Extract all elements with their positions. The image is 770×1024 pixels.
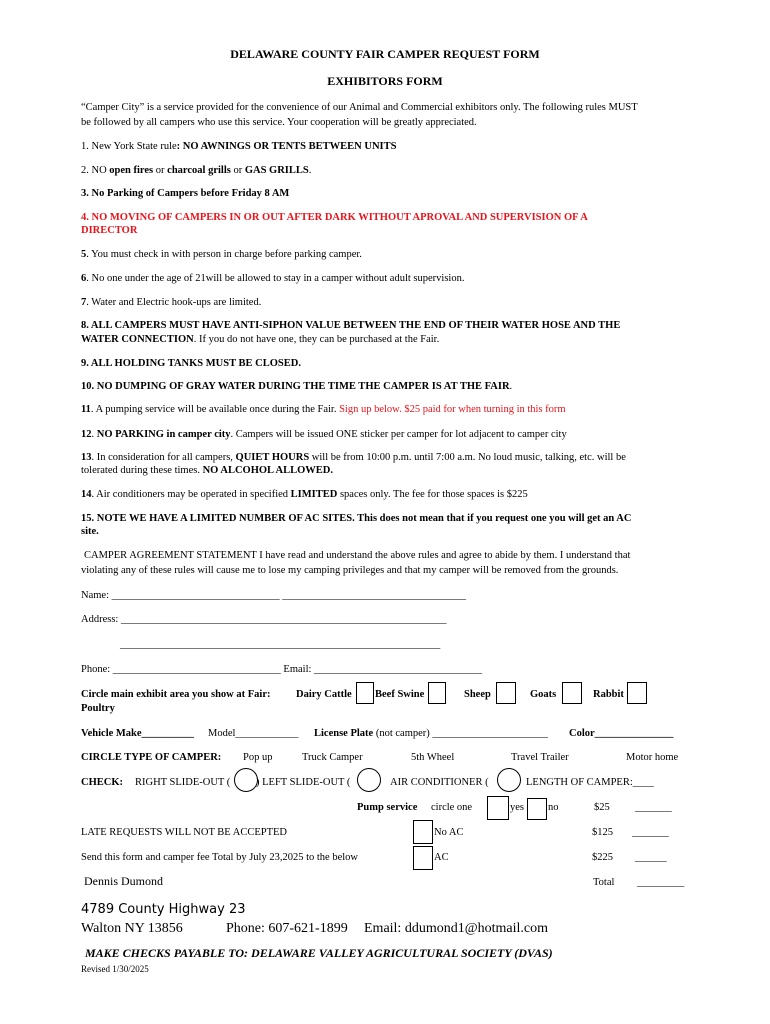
rule-4-line-2: DIRECTOR (81, 225, 138, 236)
address-field[interactable]: Address: ______________________________________________________________ (81, 614, 447, 625)
pump-no-label[interactable]: no (548, 802, 559, 813)
exhibit-checkbox-sheep[interactable] (496, 682, 516, 704)
contact-street: 4789 County Highway 23 (81, 902, 246, 917)
right-slideout-circle[interactable] (234, 768, 258, 792)
circle-one-label: circle one (431, 802, 473, 813)
camper-type-motor-home[interactable]: Motor home (626, 752, 679, 763)
vehicle-make-field[interactable]: Vehicle Make__________ (81, 728, 195, 739)
pump-no-checkbox[interactable] (527, 798, 547, 820)
form-title: DELAWARE COUNTY FAIR CAMPER REQUEST FORM (230, 47, 540, 61)
intro-line-1: “Camper City” is a service provided for the convenience of our Animal and Commercial exhibitors only. The following rules MUST (81, 102, 638, 113)
exhibit-checkbox-rabbit[interactable] (627, 682, 647, 704)
no-ac-label[interactable]: No AC (434, 827, 464, 838)
rule-9: 9. ALL HOLDING TANKS MUST BE CLOSED. (81, 358, 301, 369)
pump-amount: $25 (594, 802, 610, 813)
rule-12: 12. NO PARKING in camper city. Campers will be issued ONE sticker per camper for lot adjacent to camper city (81, 429, 567, 440)
exhibit-goats[interactable]: Goats (530, 689, 557, 700)
ac-label[interactable]: AC (434, 852, 449, 863)
check-label: CHECK: (81, 777, 123, 788)
ac-blank[interactable]: ______ (635, 852, 667, 863)
rule-15-line-1: 15. NOTE WE HAVE A LIMITED NUMBER OF AC SITES. This does not mean that if you request one you will get an AC (81, 513, 632, 524)
camper-type-truck[interactable]: Truck Camper (302, 752, 363, 763)
camper-type-5th-wheel[interactable]: 5th Wheel (411, 752, 455, 763)
license-plate-field[interactable]: License Plate (not camper) ______________________ (314, 728, 548, 739)
address-field-2[interactable]: _____________________________________________________________ (120, 639, 441, 650)
total-blank[interactable]: _________ (637, 877, 685, 888)
no-ac-blank[interactable]: _______ (632, 827, 669, 838)
left-slideout-circle[interactable] (357, 768, 381, 792)
color-field[interactable]: Color_______________ (569, 728, 674, 739)
ac-checkbox[interactable] (413, 846, 433, 870)
rule-4-line-1: 4. NO MOVING OF CAMPERS IN OR OUT AFTER DARK WITHOUT APROVAL AND SUPERVISION OF A (81, 212, 588, 223)
rule-7: 7. Water and Electric hook-ups are limited. (81, 297, 262, 308)
exhibit-checkbox-beef[interactable] (428, 682, 446, 704)
check-air-conditioner: AIR CONDITIONER ( (390, 777, 489, 788)
exhibit-checkbox-goats[interactable] (562, 682, 582, 704)
ac-amount: $225 (592, 852, 613, 863)
form-subtitle: EXHIBITORS FORM (327, 74, 443, 88)
rule-1: 1. New York State rule: NO AWNINGS OR TENTS BETWEEN UNITS (81, 141, 397, 152)
rule-11: 11. A pumping service will be available once during the Fair. Sign up below. $25 paid for when turning in this form (81, 404, 566, 415)
contact-phone: Phone: 607-621-1899 (226, 921, 348, 936)
checks-payable: MAKE CHECKS PAYABLE TO: DELAWARE VALLEY AGRICULTURAL SOCIETY (DVAS) (85, 946, 553, 960)
rule-6: 6. No one under the age of 21will be allowed to stay in a camper without adult supervision. (81, 273, 465, 284)
exhibit-dairy-cattle[interactable]: Dairy Cattle (296, 689, 352, 700)
air-conditioner-circle[interactable] (497, 768, 521, 792)
rule-8-line-2: WATER CONNECTION. If you do not have one, they can be purchased at the Fair. (81, 334, 440, 345)
contact-email[interactable]: Email: ddumond1@hotmail.com (364, 921, 548, 936)
contact-name: Dennis Dumond (84, 874, 163, 888)
exhibit-checkbox-dairy[interactable] (356, 682, 374, 704)
rule-13-line-1: 13. In consideration for all campers, QUIET HOURS will be from 10:00 p.m. until 7:00 a.m. No loud music, talking, etc. will be (81, 452, 626, 463)
rule-2: 2. NO open fires or charcoal grills or GAS GRILLS. (81, 165, 312, 176)
pump-amount-blank[interactable]: _______ (635, 802, 672, 813)
exhibit-rabbit[interactable]: Rabbit (593, 689, 624, 700)
pump-yes-checkbox[interactable] (487, 796, 509, 820)
name-field[interactable]: Name: ________________________________ ___________________________________ (81, 590, 466, 601)
send-instructions: Send this form and camper fee Total by July 23,2025 to the below (81, 852, 358, 863)
no-ac-amount: $125 (592, 827, 613, 838)
camper-type-label: CIRCLE TYPE OF CAMPER: (81, 752, 222, 763)
exhibit-sheep[interactable]: Sheep (464, 689, 491, 700)
rule-8-line-1: 8. ALL CAMPERS MUST HAVE ANTI-SIPHON VALUE BETWEEN THE END OF THEIR WATER HOSE AND THE (81, 320, 621, 331)
check-right-slideout: RIGHT SLIDE-OUT ( (135, 777, 231, 788)
total-label: Total (593, 877, 615, 888)
rule-5: 5. You must check in with person in charge before parking camper. (81, 249, 362, 260)
exhibit-poultry[interactable]: Poultry (81, 703, 115, 714)
pump-yes-label[interactable]: yes (510, 802, 524, 813)
rule-14: 14. Air conditioners may be operated in specified LIMITED spaces only. The fee for those spaces is $225 (81, 489, 528, 500)
rule-10: 10. NO DUMPING OF GRAY WATER DURING THE TIME THE CAMPER IS AT THE FAIR. (81, 381, 513, 392)
exhibit-label: Circle main exhibit area you show at Fair: (81, 689, 271, 700)
rule-3: 3. No Parking of Campers before Friday 8 AM (81, 188, 290, 199)
exhibit-beef-swine[interactable]: Beef Swine (375, 689, 425, 700)
late-requests-notice: LATE REQUESTS WILL NOT BE ACCEPTED (81, 827, 288, 838)
pump-service-label: Pump service (357, 802, 418, 813)
camper-type-pop-up[interactable]: Pop up (243, 752, 273, 763)
model-field[interactable]: Model____________ (208, 728, 299, 739)
length-of-camper-field[interactable]: LENGTH OF CAMPER:____ (526, 777, 654, 788)
revised-date: Revised 1/30/2025 (81, 964, 149, 974)
agreement-line-2: violating any of these rules will cause me to lose my camping privileges and that my camper will be removed from the grounds. (81, 565, 619, 576)
intro-line-2: be followed by all campers who use this service. Your cooperation will be greatly appreciated. (81, 117, 477, 128)
rule-13-line-2: tolerated during these times. NO ALCOHOL ALLOWED. (81, 465, 333, 476)
no-ac-checkbox[interactable] (413, 820, 433, 844)
contact-city: Walton NY 13856 (81, 921, 183, 936)
agreement-line-1: CAMPER AGREEMENT STATEMENT I have read and understand the above rules and agree to abide by them. I understand that (84, 550, 631, 561)
camper-type-travel-trailer[interactable]: Travel Trailer (511, 752, 569, 763)
rule-15-line-2: site. (81, 526, 99, 537)
check-left-slideout: ) LEFT SLIDE-OUT ( (256, 777, 351, 788)
phone-email-field[interactable]: Phone: ________________________________ Email: ________________________________ (81, 664, 483, 675)
